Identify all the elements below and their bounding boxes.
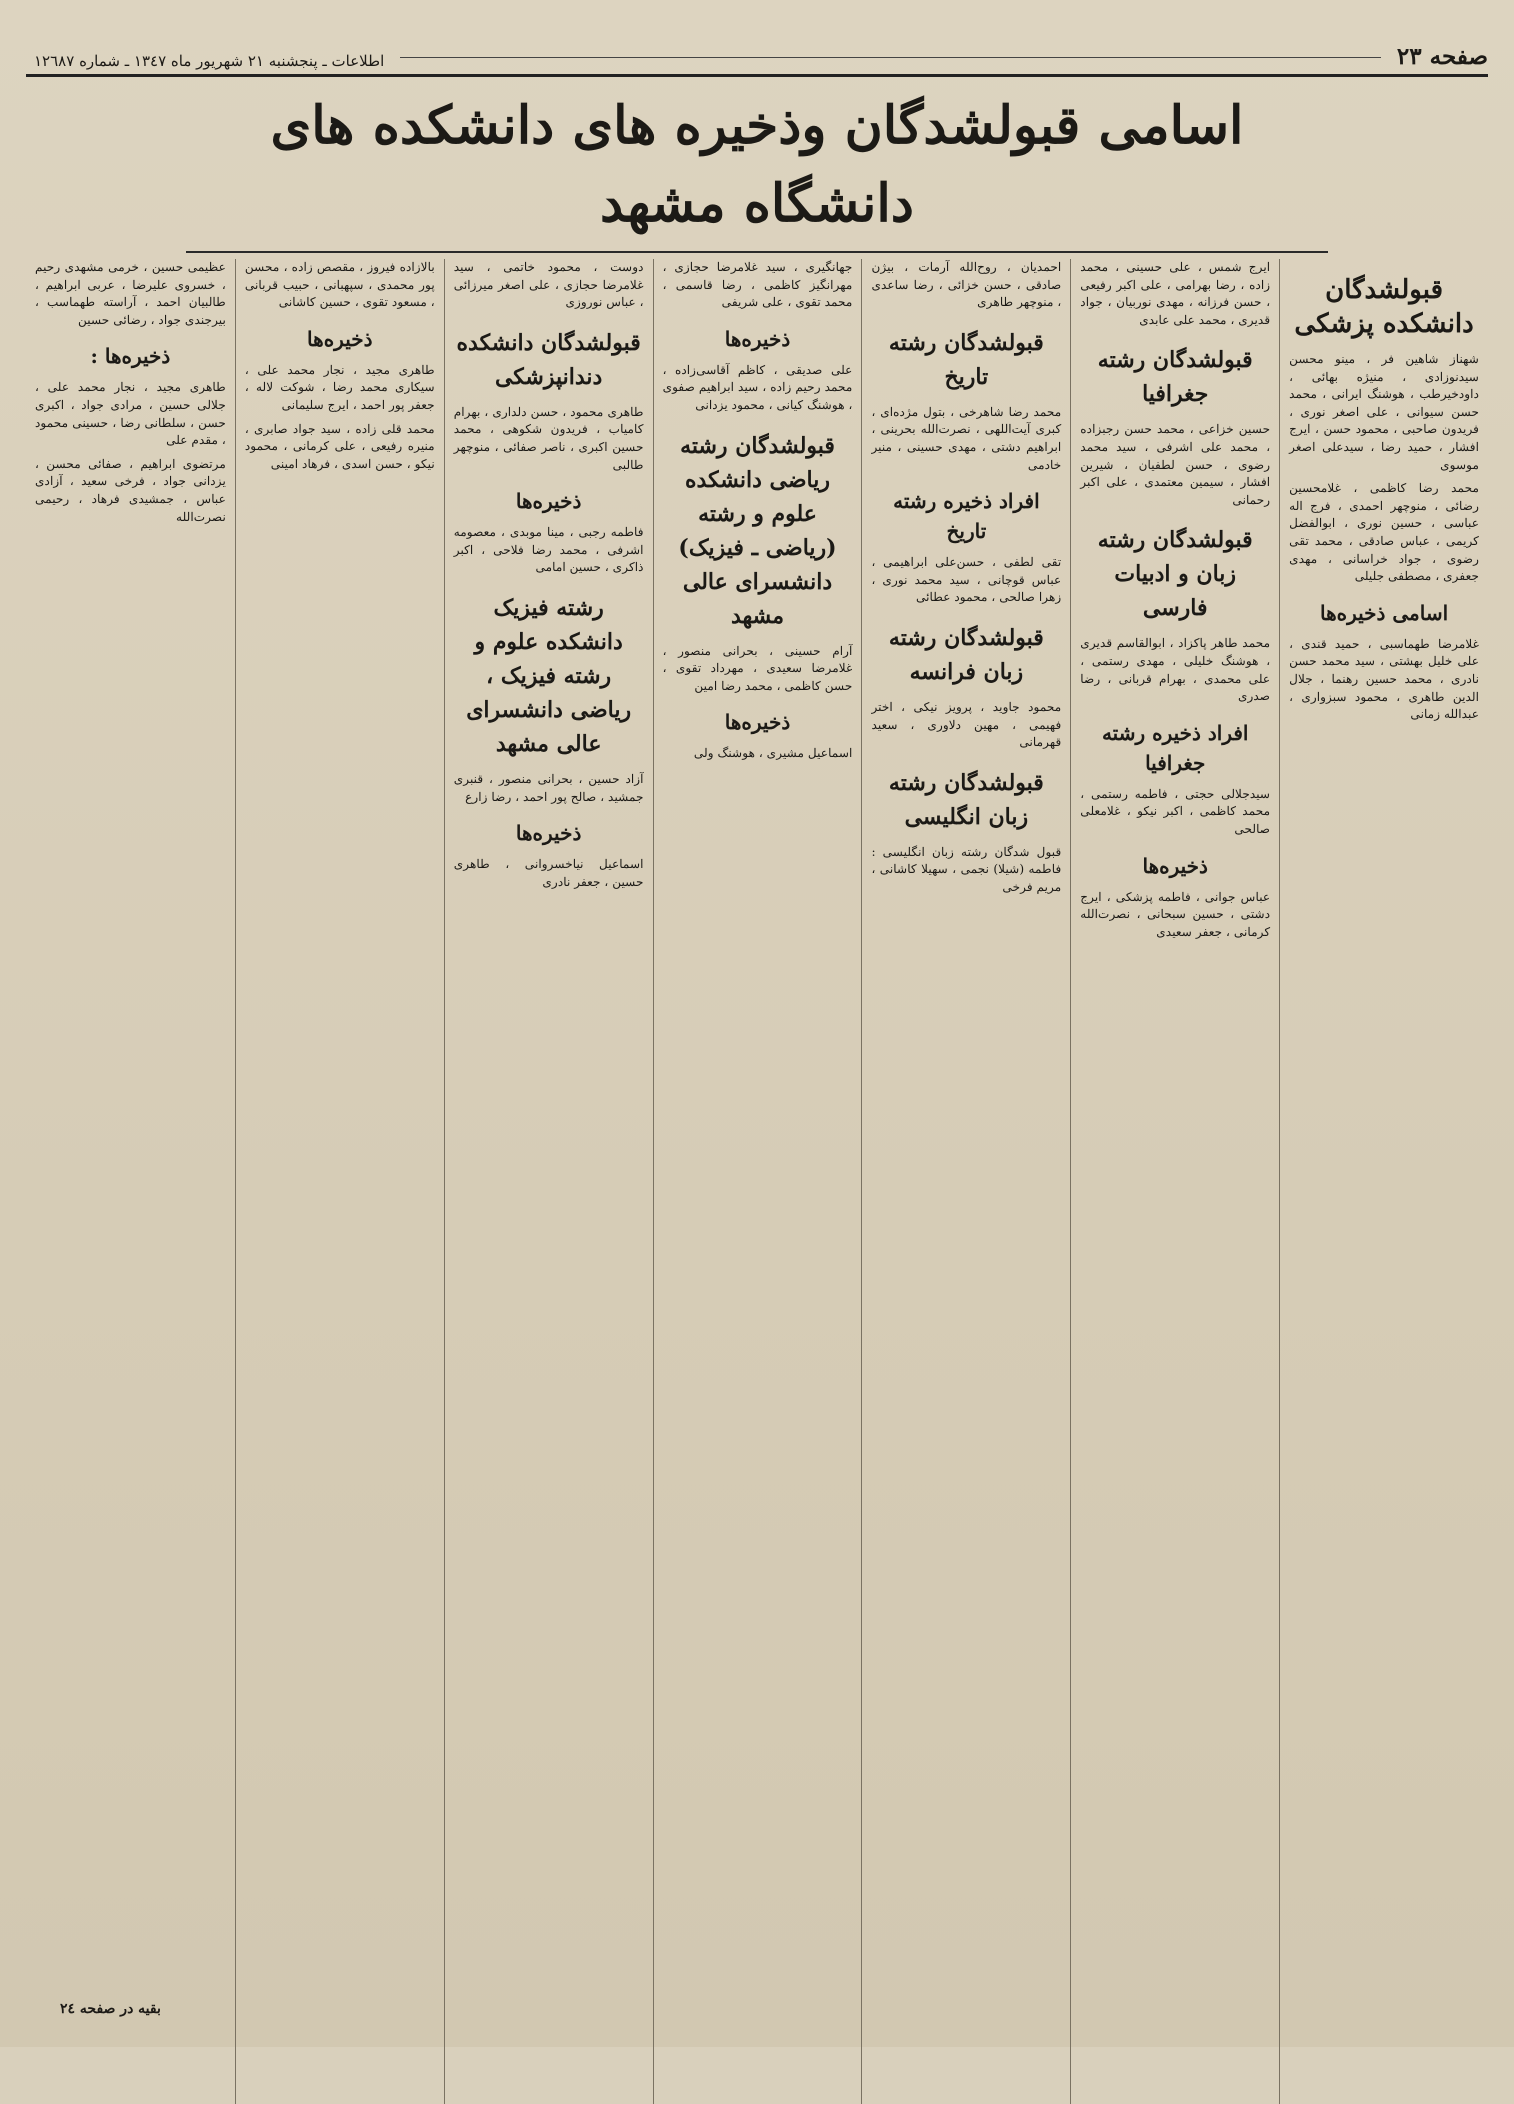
name-list: طاهری مجید ، نجار محمد علی ، جلالی حسین ، مرادی جواد ، اکبری حسن ، سلطانی رضا ، حسینی محمود ، مقدم علی xyxy=(35,380,226,448)
masthead-rule xyxy=(400,57,1381,58)
column-3 xyxy=(861,259,1070,2104)
name-list: بالازاده فیروز ، مقصص زاده ، محسن پور محمدی ، سپهبانی ، حبیب قربانی ، مسعود تقوی ، حسین کاشانی xyxy=(244,260,435,310)
column-1 xyxy=(1279,259,1488,2104)
name-list: محمد رضا شاهرخی ، بتول مژده‌ای ، کبری آیت‌اللهی ، نصرت‌الله بحرینی ، ابراهیم دشتی ، مهدی حسینی ، منیر خادمی xyxy=(871,404,1062,472)
name-list: حسین خزاعی ، محمد حسن رجبزاده ، محمد علی اشرفی ، سید محمد رضوی ، حسن لطفیان ، شیرین افشار ، سیمین معتمدی ، علی اکبر رحمانی xyxy=(1080,422,1271,507)
name-list: آرام حسینی ، بحرانی منصور ، غلامرضا سعیدی ، مهرداد تقوی ، حسن کاظمی ، محمد رضا امین xyxy=(662,643,853,693)
name-list: آزاد حسین ، بحرانی منصور ، قنبری جمشید ، صالح پور احمد ، رضا زارع xyxy=(453,771,644,804)
name-list: اسماعیل مشیری ، هوشنگ ولی xyxy=(693,746,853,761)
column-7 xyxy=(26,259,235,2104)
page-number: صفحه ٢٣ xyxy=(1396,43,1488,70)
name-list: محمود جاوید ، پرویز نیکی ، اختر فهیمی ، مهین دلاوری ، سعید قهرمانی xyxy=(871,699,1062,750)
section-heading: ذخیره‌ها xyxy=(1142,853,1208,878)
section-heading: افراد ذخیره رشته تاریخ xyxy=(893,489,1040,544)
name-list: دوست ، محمود خاتمی ، سید غلامرضا حجازی ، علی اصغر میرزائی ، عباس نوروزی xyxy=(453,260,644,310)
section-heading: قبولشدگان دانشکده پزشکی xyxy=(1294,275,1474,339)
section-heading: قبولشدگان دانشکده دندانپزشکی xyxy=(456,329,641,390)
section-heading: قبولشدگان رشته تاریخ xyxy=(888,329,1044,390)
continued-note: بقیه در صفحه ٢٤ xyxy=(60,2001,161,2017)
section-heading: قبولشدگان رشته جغرافیا xyxy=(1097,347,1253,408)
section-heading: اسامی ذخیره‌ها xyxy=(1319,600,1449,625)
column-4 xyxy=(653,259,862,2104)
name-list: محمد طاهر پاکزاد ، ابوالقاسم قدیری ، هوشنگ خلیلی ، مهدی رستمی ، علی محمدی ، بهرام قربانی ، رضا صدری xyxy=(1080,636,1271,704)
name-list: محمد رضا کاظمی ، غلامحسین رضائی ، منوچهر احمدی ، فرج اله عباسی ، حسین نوری ، ابوالفضل کریمی ، عباس صادقی ، محمد تقی رضوی ، جواد خراسانی ، مهدی جعفری ، مصطفی جلیلی xyxy=(1289,481,1479,584)
section-heading: ذخیره‌ها xyxy=(515,821,582,846)
column-6 xyxy=(235,259,444,2104)
column-2 xyxy=(1070,259,1279,2104)
name-list: فاطمه رجبی ، مینا موبدی ، معصومه اشرفی ، محمد رضا فلاحی ، اکبر ذاکری ، حسین امامی xyxy=(453,525,644,575)
headline: اسامی قبولشدگان وذخیره های دانشکده های دانشگاه مشهد xyxy=(186,87,1328,253)
section-heading: قبولشدگان رشته ریاضی دانشکده علوم و رشته (ریاضی ـ فیزیک) دانشسرای عالی مشهد xyxy=(678,432,837,629)
masthead xyxy=(26,36,1488,77)
name-list: محمد قلی زاده ، سید جواد صابری ، منیره رفیعی ، علی کرمانی ، محمود نیکو ، حسن اسدی ، فرهاد امینی xyxy=(244,421,435,471)
section-heading: ذخیره‌ها : xyxy=(90,344,171,369)
name-list: علی صدیقی ، کاظم آقاسی‌زاده ، محمد رحیم زاده ، سید ابراهیم صفوی ، هوشنگ کیانی ، محمود یزدانی xyxy=(662,362,853,412)
name-list: سیدجلالی حجتی ، فاطمه رستمی ، محمد کاظمی ، اکبر نیکو ، غلامعلی صالحی xyxy=(1080,786,1271,836)
name-list: قبول شدگان رشته زبان انگلیسی : فاطمه (شیلا) نجمی ، سهیلا کاشانی ، مریم فرخی xyxy=(871,844,1062,894)
section-heading: ذخیره‌ها xyxy=(724,326,791,351)
column-5 xyxy=(444,259,653,2104)
section-heading: قبولشدگان رشته زبان انگلیسی xyxy=(888,769,1044,830)
section-heading: ذخیره‌ها xyxy=(515,489,582,514)
name-list: جهانگیری ، سید غلامرضا حجازی ، مهرانگیز کاظمی ، رضا قاسمی ، محمد تقوی ، علی شریفی xyxy=(662,260,853,310)
section-heading: ذخیره‌ها xyxy=(307,326,373,351)
name-list: عظیمی حسین ، خرمی مشهدی رحیم ، خسروی علیرضا ، عربی ابراهیم ، طالبیان احمد ، آراسته طهماسب ، بیرجندی جواد ، رضائی حسین xyxy=(35,260,226,327)
name-list: طاهری مجید ، نجار محمد علی ، سیکاری محمد رضا ، شوکت لاله ، جعفر پور احمد ، ایرج سلیمانی xyxy=(244,362,435,412)
section-heading: رشته فیزیک دانشکده علوم و رشته فیزیک ، ریاضی دانشسرای عالی مشهد xyxy=(466,594,632,757)
name-list: شهناز شاهین فر ، مینو محسن سیدنوزادی ، منیژه بهائی ، داودخیرطب ، هوشنگ ایرانی ، محمد حسن سیوانی ، علی اصغر نوری ، فریدون صاحبی ، محمود حسن ، ایرج افشار ، حمید رضا ، سیدعلی اصغر موسوی xyxy=(1289,352,1479,472)
name-list: احمدیان ، روح‌الله آرمات ، بیژن صادقی ، حسن خزائی ، رضا ساعدی ، منوچهر طاهری xyxy=(871,260,1062,310)
section-heading: افراد ذخیره رشته جغرافیا xyxy=(1101,720,1249,775)
name-list: عباس جوانی ، فاطمه پزشکی ، ایرج دشتی ، حسین سبحانی ، نصرت‌الله کرمانی ، جعفر سعیدی xyxy=(1080,889,1271,939)
section-heading: قبولشدگان رشته زبان فرانسه xyxy=(888,624,1044,685)
name-list: اسماعیل نیاخسروانی ، طاهری حسین ، جعفر نادری xyxy=(453,857,644,889)
name-list: طاهری محمود ، حسن دلداری ، بهرام کامیاب ، فریدون شکوهی ، محمد حسین اکبری ، ناصر صفائی ، منوچهر طالبی xyxy=(453,404,644,472)
issue-line: اطلاعات ـ پنجشنبه ٢١ شهریور ماه ١٣٤٧ ـ شماره ١٢٦٨٧ xyxy=(34,52,385,70)
columns xyxy=(26,259,1488,2104)
name-list: مرتضوی ابراهیم ، صفائی محسن ، یزدانی جواد ، فرخی سعید ، آزادی عباس ، جمشیدی فرهاد ، رحیمی نصرت‌الله xyxy=(35,456,226,524)
section-heading: ذخیره‌ها xyxy=(724,710,791,735)
name-list: ایرج شمس ، علی حسینی ، محمد زاده ، رضا بهرامی ، علی اکبر رفیعی ، حسن فرزانه ، مهدی نوربیان ، جواد قدیری ، محمد علی عابدی xyxy=(1080,260,1271,327)
name-list: تقی لطفی ، حسن‌علی ابراهیمی ، عباس قوچانی ، سید محمد نوری ، زهرا صالحی ، محمود عطائی xyxy=(871,555,1062,605)
section-heading: قبولشدگان رشته زبان و ادبیات فارسی xyxy=(1097,527,1253,622)
name-list: غلامرضا طهماسبی ، حمید قندی ، علی خلیل بهشتی ، سید محمد حسن نادری ، محمد حسین رهنما ، جلال الدین طاهری ، محمود سبزواری ، عبدالله زمانی xyxy=(1289,636,1479,722)
